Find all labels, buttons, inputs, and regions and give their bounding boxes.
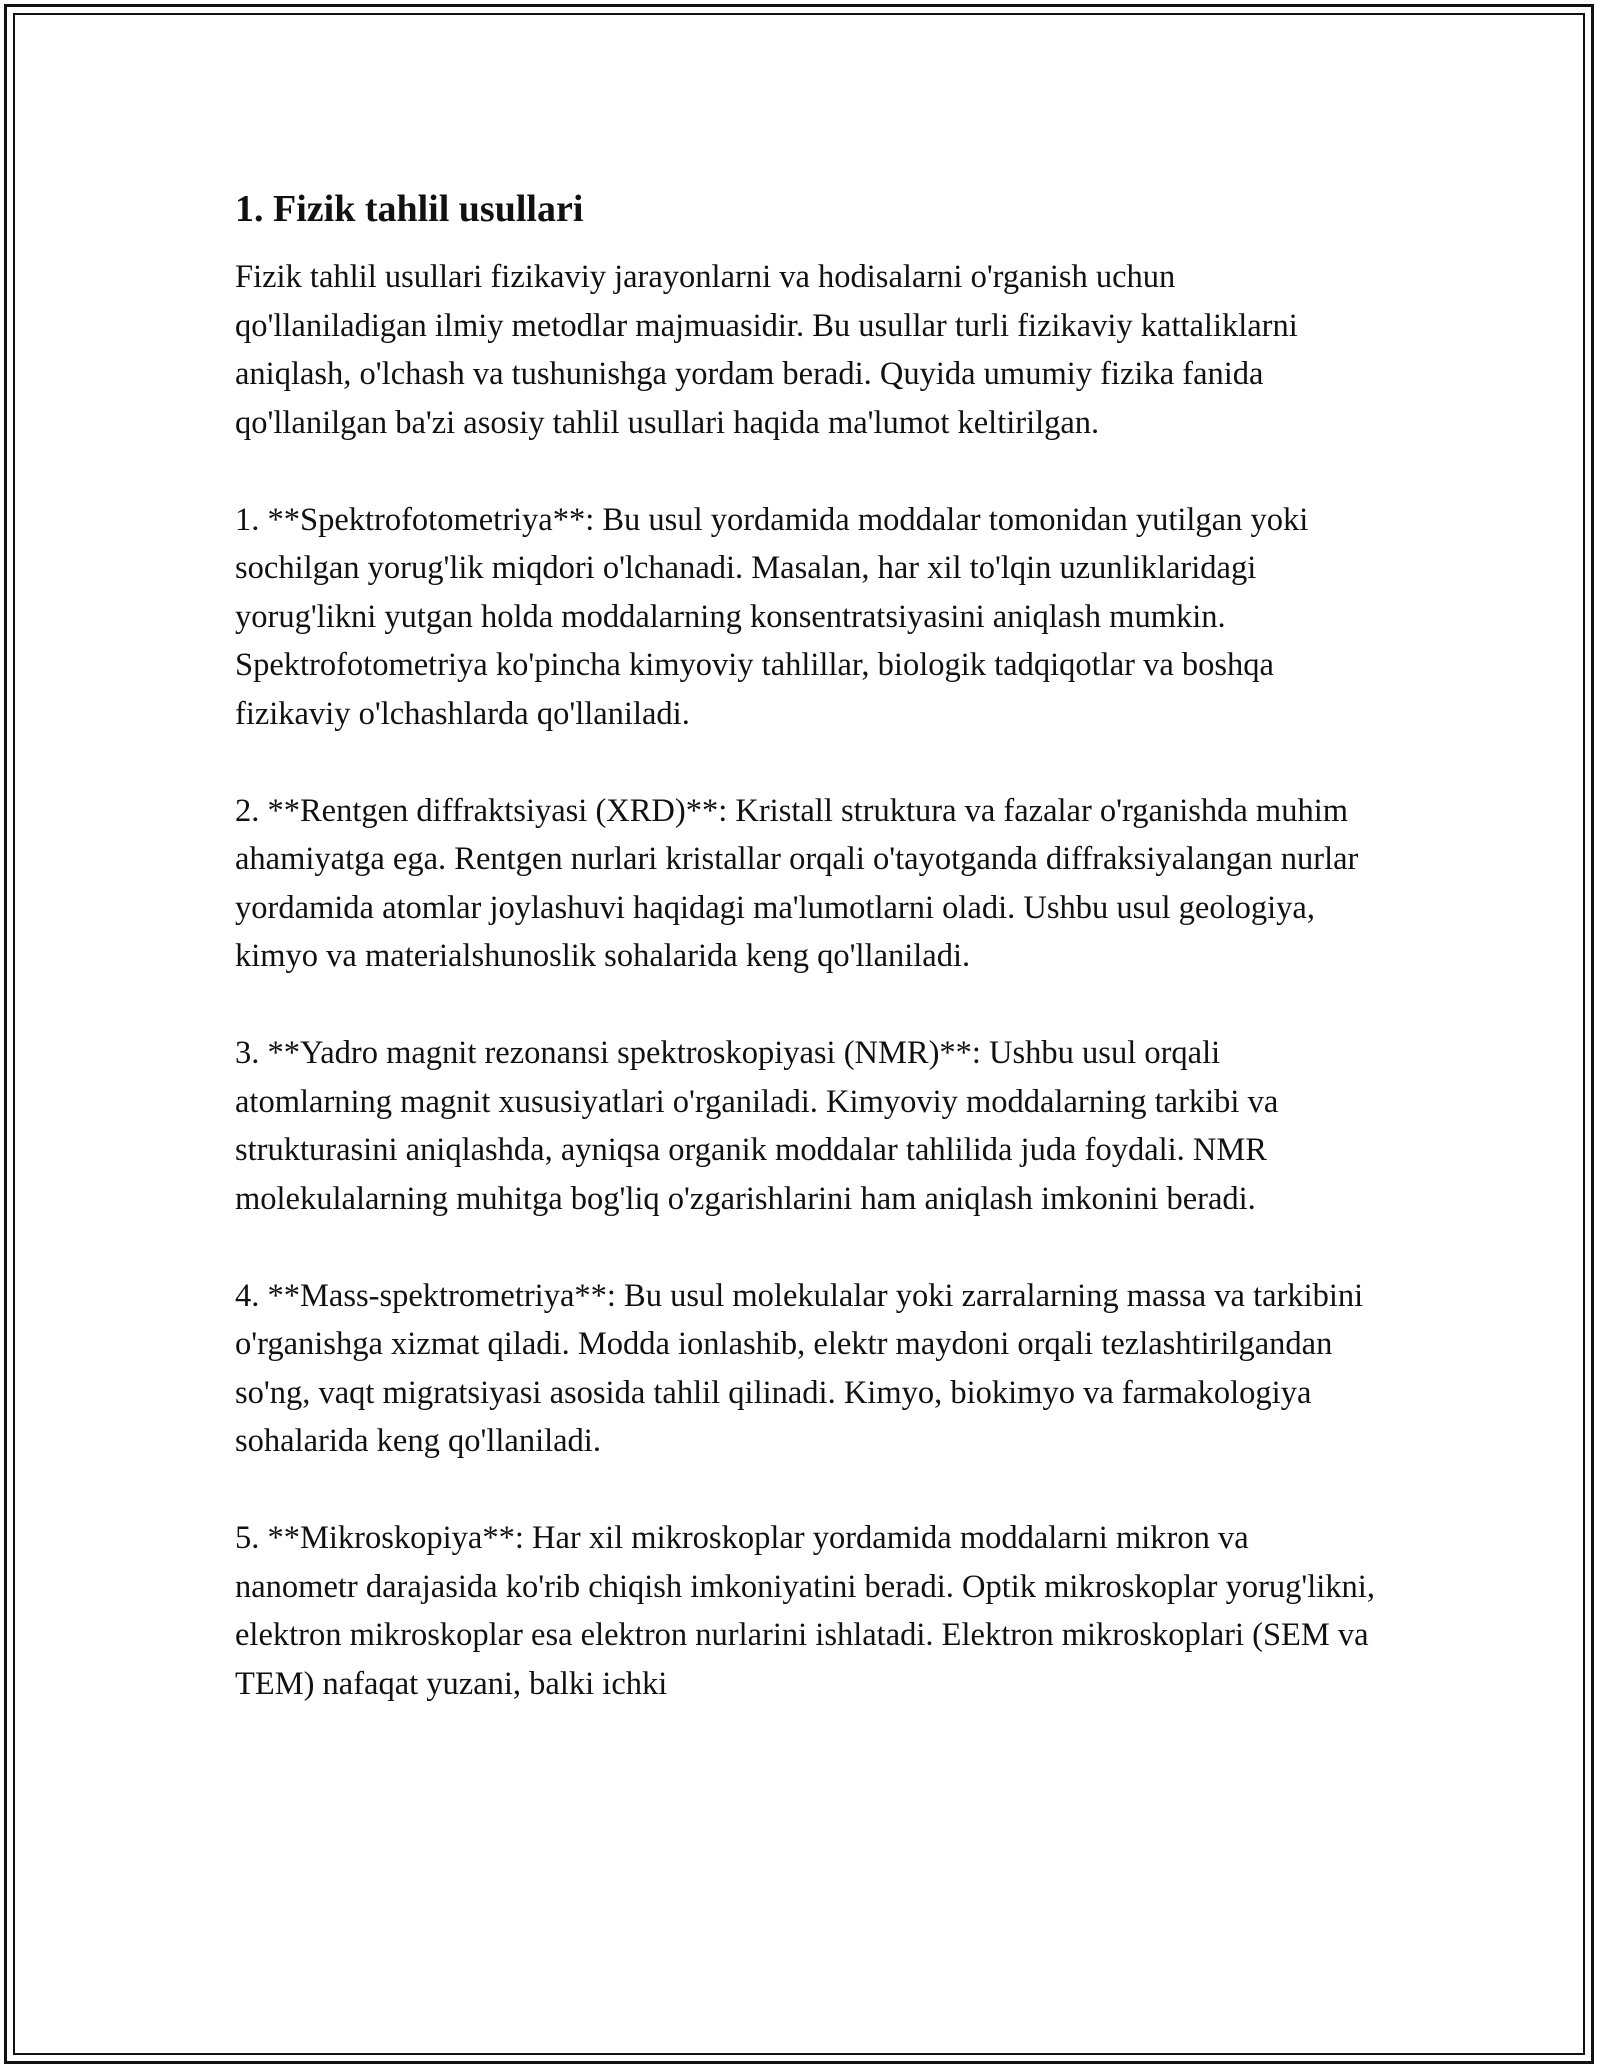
- list-item-nmr: 3. **Yadro magnit rezonansi spektroskopiyasi (NMR)**: Ushbu usul orqali atomlarning magnit xususiyatlari o'rganiladi. Kimyoviy moddalarning tarkibi va strukturasini aniqlashda, ayniqsa organik moddalar tahlilida juda foydali. NMR molekulalarning muhitga bog'liq o'zgarishlarini ham aniqlash imkonini beradi.: [235, 1035, 1279, 1217]
- section-heading: 1. Fizik tahlil usullari: [235, 188, 584, 230]
- intro-paragraph: Fizik tahlil usullari fizikaviy jarayonlarni va hodisalarni o'rganish uchun qo'llaniladigan ilmiy metodlar majmuasidir. Bu usullar turli fizikaviy kattaliklarni aniqlash, o'lchash va tushunishga yordam beradi. Quyida umumiy fizika fanida qo'llanilgan ba'zi asosiy tahlil usullari haqida ma'lumot keltirilgan.: [235, 259, 1298, 441]
- list-item-mikroskopiya: 5. **Mikroskopiya**: Har xil mikroskoplar yordamida moddalarni mikron va nanometr darajasida ko'rib chiqish imkoniyatini beradi. Optik mikroskoplar yorug'likni, elektron mikroskoplar esa elektron nurlarini ishlatadi. Elektron mikroskoplari (SEM va TEM) nafaqat yuzani, balki ichki: [235, 1520, 1375, 1702]
- list-item-spektrofotometriya: 1. **Spektrofotometriya**: Bu usul yordamida moddalar tomonidan yutilgan yoki sochilgan yorug'lik miqdori o'lchanadi. Masalan, har xil to'lqin uzunliklaridagi yorug'likni yutgan holda moddalarning konsentratsiyasini aniqlash mumkin. Spektrofotometriya ko'pincha kimyoviy tahlillar, biologik tadqiqotlar va boshqa fizikaviy o'lchashlarda qo'llaniladi.: [235, 501, 1309, 732]
- list-item-mass-spektrometriya: 4. **Mass-spektrometriya**: Bu usul molekulalar yoki zarralarning massa va tarkibini o'rganishga xizmat qiladi. Modda ionlashib, elektr maydoni orqali tezlashtirilgandan so'ng, vaqt migratsiyasi asosida tahlil qilinadi. Kimyo, biokimyo va farmakologiya sohalarida keng qo'llaniladi.: [235, 1277, 1364, 1459]
- document-body: [235, 185, 1375, 1757]
- list-item-rentgen-diffraktsiyasi: 2. **Rentgen diffraktsiyasi (XRD)**: Kristall struktura va fazalar o'rganishda muhim ahamiyatga ega. Rentgen nurlari kristallar orqali o'tayotganda diffraksiyalangan nurlar yordamida atomlar joylashuvi haqidagi ma'lumotlarni oladi. Ushbu usul geologiya, kimyo va materialshunoslik sohalarida keng qo'llaniladi.: [235, 792, 1359, 974]
